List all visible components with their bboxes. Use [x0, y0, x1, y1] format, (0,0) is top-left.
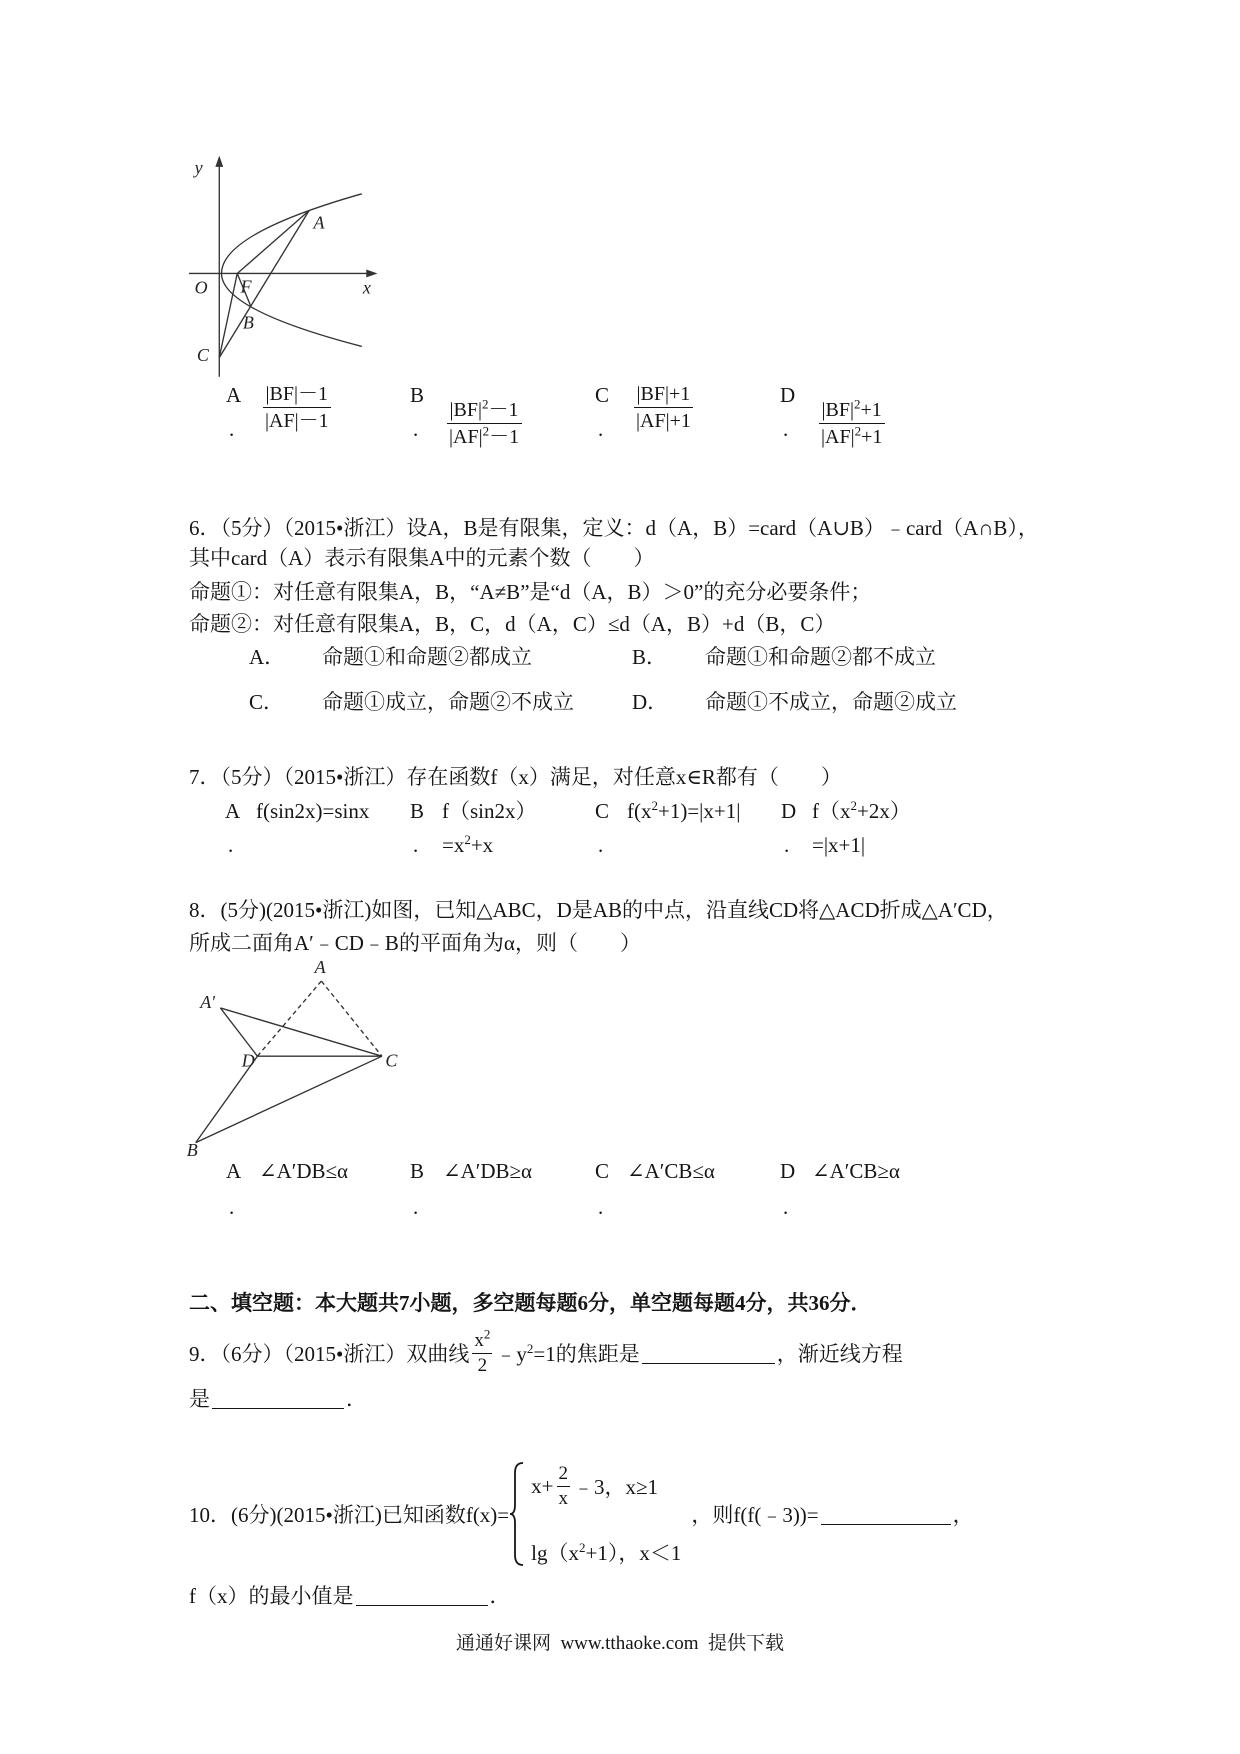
q9-middle: [495, 1338, 639, 1368]
q10-line-2-prefix: f（x）的最小值是: [189, 1584, 354, 1608]
q10-after-cases: ，则f(f(﹣3))=: [691, 1503, 819, 1527]
q5-option-b-letter: B: [410, 383, 425, 407]
exponent: 2: [579, 1539, 586, 1555]
q6-option-c-letter: C．: [249, 690, 285, 714]
q8-stem-line-2: 所成二面角A′﹣CD﹣B的平面角为α，则（ ）: [189, 931, 641, 955]
denominator-exponent: 2: [482, 423, 490, 439]
fraction-denominator: 2: [477, 1354, 488, 1376]
equation-part: +1)=|x+1|: [658, 799, 741, 823]
q9-fraction: [472, 1326, 492, 1378]
label-a-prime: A′: [200, 991, 216, 1012]
exponent: 2: [464, 832, 471, 847]
q9-after-blank: ，渐近线方程: [776, 1342, 903, 1366]
label-d: D: [241, 1050, 255, 1071]
fraction-numerator: [819, 397, 885, 424]
numerator-base: |BF|: [821, 399, 855, 421]
numerator-rest: －1: [488, 399, 519, 421]
q6-stem-line-2: 其中card（A）表示有限集A中的元素个数（ ）: [189, 546, 655, 570]
answer-blank: [821, 1503, 951, 1525]
folded-triangle-figure: [180, 955, 410, 1163]
q7-option-c-letter: C: [595, 799, 610, 823]
numerator-exponent: 2: [854, 396, 861, 412]
q7-stem: 7．（5分）（2015•浙江）存在函数f（x）满足，对任意x∈R都有（ ）: [189, 765, 842, 789]
line-a-c: [219, 211, 309, 358]
equation-part: +2x）: [857, 799, 911, 823]
equation-part: =x: [442, 833, 465, 857]
fraction-numerator: 2: [557, 1462, 571, 1487]
q7-option-c-dot: .: [598, 833, 604, 857]
label-o: O: [194, 277, 208, 298]
q7-option-a-text: f(sin2x)=sinx: [256, 799, 370, 823]
y-axis-arrow-icon: [215, 156, 223, 167]
fraction-denominator: |AF|－1: [265, 410, 329, 432]
dashed-edge-a-c: [321, 981, 382, 1056]
q5-option-a-letter: A: [226, 383, 242, 407]
label-a: A: [313, 212, 325, 233]
q7-option-d-dot: .: [784, 833, 790, 857]
q8-option-d-letter: D: [780, 1159, 796, 1183]
page-footer: 通通好课网 www.tthaoke.com 提供下载: [455, 1633, 785, 1654]
q8-option-a-letter: A: [226, 1159, 242, 1183]
q6-proposition-1: 命题①：对任意有限集A，B，“A≠B”是“d（A，B）＞0”的充分必要条件；: [189, 580, 872, 604]
fraction-numerator: [447, 397, 522, 424]
q7-option-d-letter: D: [781, 799, 797, 823]
exponent: 2: [850, 798, 857, 813]
section-heading: 二、填空题：本大题共7小题，多空题每题6分，单空题每题4分，共36分．: [189, 1291, 872, 1315]
q5-option-a-dot: .: [229, 417, 235, 441]
denominator-rest: +1: [861, 426, 883, 448]
equation-part: lg（x: [531, 1540, 579, 1565]
edge-aprime-c: [220, 1008, 382, 1056]
q6-stem-line-1: 6．（5分）（2015•浙江）设A，B是有限集，定义：d（A，B）=card（A∪B）﹣card（A∩B），: [189, 516, 1039, 540]
case-1: [531, 1462, 681, 1511]
q8-option-b-letter: B: [410, 1159, 425, 1183]
equation-part: =1的焦距是: [533, 1342, 640, 1366]
q7-option-b-text: f（sin2x）: [442, 799, 537, 823]
answer-blank: [642, 1342, 775, 1364]
fraction-numerator: [472, 1326, 492, 1354]
q5-option-c-fraction: [633, 381, 694, 434]
q8-option-b-text: ∠A′DB≥α: [443, 1159, 533, 1183]
q8-stem-line-1: 8．(5分)(2015•浙江)如图，已知△ABC，D是AB的中点，沿直线CD将△ACD折成△A′CD，: [189, 898, 1008, 922]
case-2-text: [531, 1537, 681, 1567]
fraction-numerator: |BF|－1: [263, 381, 331, 408]
answer-blank: [212, 1387, 344, 1409]
label-c: C: [385, 1050, 398, 1071]
q5-option-b-dot: .: [413, 417, 419, 441]
q6-option-b-letter: B．: [632, 645, 668, 669]
equation-part: +1），x＜1: [585, 1540, 682, 1565]
parabola-upper-branch: [222, 194, 362, 274]
exponent: 2: [526, 1341, 534, 1356]
label-a: A: [314, 957, 326, 978]
q8-option-b-dot: .: [413, 1195, 419, 1219]
denominator-base: |AF|: [449, 426, 483, 448]
fraction-denominator: [818, 424, 885, 450]
case-2: [531, 1537, 681, 1567]
answer-blank: [356, 1584, 488, 1606]
denominator-rest: －1: [489, 426, 520, 448]
exponent: 2: [651, 798, 658, 813]
equation-part: f(x: [627, 799, 652, 823]
denominator-base: |AF|: [821, 426, 855, 448]
q5-option-d-fraction: [818, 397, 885, 450]
q8-option-c-dot: .: [598, 1195, 604, 1219]
equation-part: +x: [470, 833, 494, 857]
piecewise-cases: [531, 1462, 681, 1567]
q6-option-a-letter: A．: [249, 645, 286, 669]
q7-option-a-letter: A: [225, 799, 241, 823]
left-brace-icon: [509, 1461, 525, 1567]
numerator-exponent: 2: [482, 396, 489, 412]
fraction-numerator: |BF|+1: [634, 381, 694, 408]
q8-option-a-text: ∠A′DB≤α: [259, 1159, 349, 1183]
equation-part: ﹣y: [495, 1342, 527, 1366]
q5-option-c-dot: .: [598, 417, 604, 441]
q8-option-c-text: ∠A′CB≤α: [627, 1159, 715, 1183]
q9-line-2-prefix: 是: [189, 1387, 210, 1411]
label-b: B: [242, 312, 254, 333]
q7-option-d-text-line-2: =|x+1|: [812, 833, 866, 857]
label-x: x: [362, 277, 371, 298]
q6-option-a-text: 命题①和命题②都成立: [322, 645, 532, 669]
q9-prefix: 9．（6分）（2015•浙江）双曲线: [189, 1342, 470, 1366]
q5-option-d-letter: D: [780, 383, 796, 407]
case-1-fraction: [557, 1462, 571, 1511]
q8-option-a-dot: .: [229, 1195, 235, 1219]
q8-option-d-text: ∠A′CB≥α: [812, 1159, 900, 1183]
label-y: y: [194, 157, 203, 178]
q6-proposition-2: 命题②：对任意有限集A，B，C，d（A，C）≤d（A，B）+d（B，C）: [189, 612, 836, 636]
equation-part: f（x: [812, 799, 851, 823]
q8-option-d-dot: .: [783, 1195, 789, 1219]
q5-option-d-dot: .: [783, 417, 789, 441]
q7-option-d-text: [812, 799, 911, 823]
q10-line-2-end: ．: [489, 1584, 511, 1608]
numerator-base: x: [474, 1329, 484, 1351]
case-1-post: ﹣3，x≥1: [573, 1475, 659, 1499]
q10-prefix: 10．(6分)(2015•浙江)已知函数f(x)=: [189, 1503, 510, 1527]
x-axis-arrow-icon: [366, 270, 377, 278]
label-b: B: [186, 1140, 198, 1161]
q6-option-b-text: 命题①和命题②都不成立: [705, 645, 936, 669]
q8-option-c-letter: C: [595, 1159, 610, 1183]
q9-line-2-end: ．: [346, 1387, 367, 1411]
label-f: F: [240, 276, 252, 297]
line-f-c: [219, 273, 237, 357]
edge-aprime-d: [220, 1008, 257, 1056]
edge-b-c: [196, 1056, 382, 1142]
q5-option-b-fraction: [446, 397, 522, 450]
label-c: C: [196, 345, 209, 366]
q7-option-b-dot: .: [413, 833, 419, 857]
q9-line-2: [189, 1384, 367, 1412]
q10-line-1: [189, 1458, 974, 1570]
parabola-figure: [180, 152, 382, 377]
numerator-base: |BF|: [449, 399, 483, 421]
q10-end: ，: [952, 1503, 974, 1527]
line-f-a: [237, 211, 309, 274]
q6-option-c-text: 命题①成立，命题②不成立: [322, 690, 574, 714]
q10-line-2: [189, 1581, 511, 1609]
q7-option-b-letter: B: [410, 799, 425, 823]
q5-option-a-fraction: [262, 381, 332, 434]
q5-option-c-letter: C: [595, 383, 610, 407]
dashed-edge-a-d: [257, 981, 321, 1056]
q6-option-d-letter: D．: [632, 690, 669, 714]
q7-option-a-dot: .: [228, 833, 234, 857]
fraction-denominator: |AF|+1: [636, 410, 691, 432]
numerator-rest: +1: [860, 399, 882, 421]
q7-option-b-text-line-2: [442, 833, 493, 857]
case-1-pre: x+: [531, 1473, 554, 1498]
q6-option-d-text: 命题①不成立，命题②成立: [705, 690, 957, 714]
q7-option-c-text: [627, 799, 740, 823]
numerator-exponent: 2: [483, 1326, 491, 1342]
fraction-denominator: x: [558, 1487, 568, 1509]
fraction-denominator: [446, 424, 522, 450]
denominator-exponent: 2: [854, 423, 862, 439]
q9-line-1: [189, 1325, 903, 1381]
